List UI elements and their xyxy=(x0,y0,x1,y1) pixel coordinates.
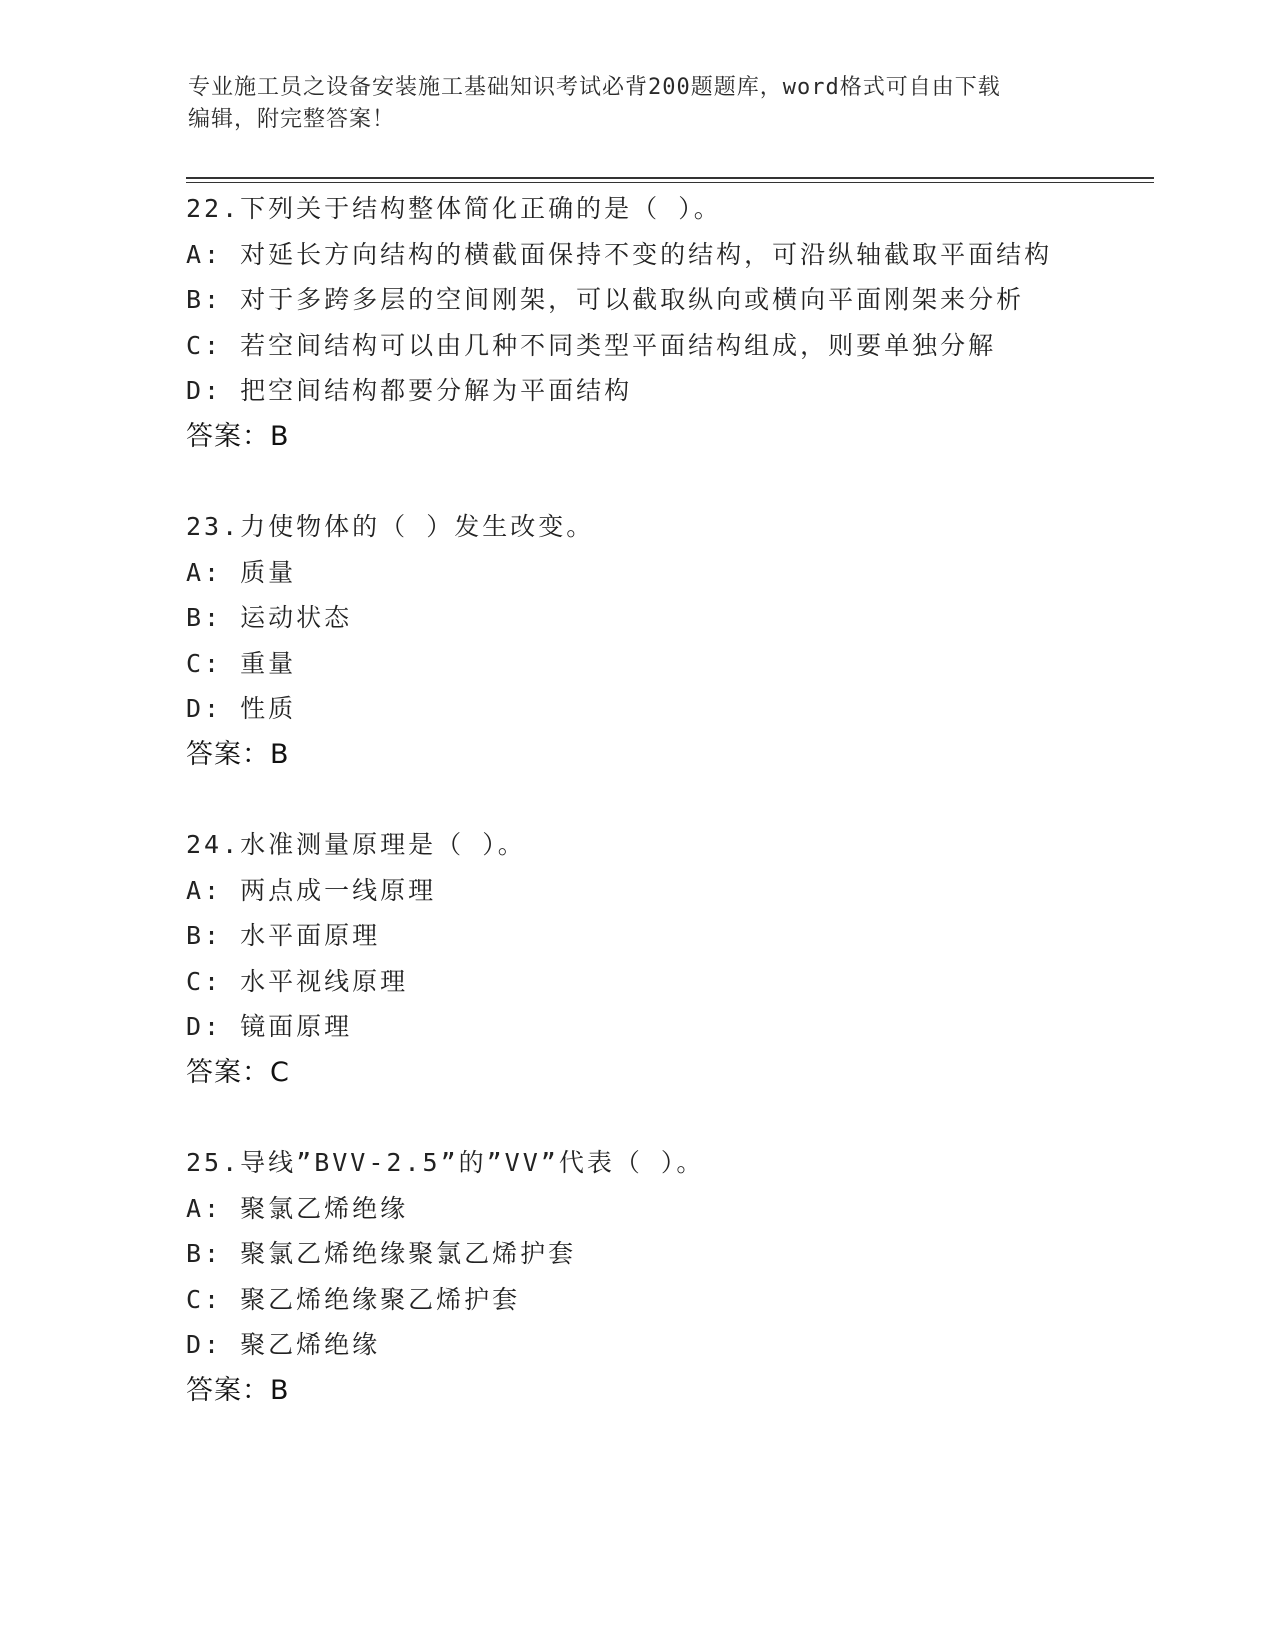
option-c: C: 若空间结构可以由几种不同类型平面结构组成，则要单独分解 xyxy=(186,330,997,360)
header-divider xyxy=(186,177,1154,183)
option-a: A: 对延长方向结构的横截面保持不变的结构，可沿纵轴截取平面结构 xyxy=(186,239,1053,269)
document-header xyxy=(188,72,1068,136)
option-b: B: 运动状态 xyxy=(186,603,353,632)
question-23 xyxy=(186,504,1146,777)
option-b: B: 聚氯乙烯绝缘聚氯乙烯护套 xyxy=(186,1239,577,1268)
option-c: C: 重量 xyxy=(186,648,297,678)
question-25 xyxy=(186,1140,1146,1413)
answer-line: 答案：B xyxy=(186,1374,290,1406)
option-a: A: 聚氯乙烯绝缘 xyxy=(186,1193,409,1223)
option-b: B: 水平面原理 xyxy=(186,921,381,950)
option-c: C: 聚乙烯绝缘聚乙烯护套 xyxy=(186,1284,521,1314)
option-d: D: 性质 xyxy=(186,694,297,723)
question-list xyxy=(186,186,1146,1413)
option-b: B: 对于多跨多层的空间刚架，可以截取纵向或横向平面刚架来分析 xyxy=(186,285,1025,314)
option-d: D: 聚乙烯绝缘 xyxy=(186,1330,381,1359)
question-stem: 24.水准测量原理是（ ）。 xyxy=(186,830,526,859)
answer-line: 答案：B xyxy=(186,738,290,770)
answer-line: 答案：C xyxy=(186,1056,290,1088)
option-c: C: 水平视线原理 xyxy=(186,966,409,996)
answer-line: 答案：B xyxy=(186,420,290,452)
header-line-2: 编辑，附完整答案！ xyxy=(188,107,396,132)
question-stem: 22.下列关于结构整体简化正确的是（ ）。 xyxy=(186,194,722,223)
option-a: A: 两点成一线原理 xyxy=(186,875,437,905)
option-d: D: 镜面原理 xyxy=(186,1012,353,1041)
question-stem: 25.导线”BVV-2.5”的”VV”代表（ ）。 xyxy=(186,1148,705,1177)
question-24 xyxy=(186,822,1146,1095)
question-22 xyxy=(186,186,1146,459)
option-a: A: 质量 xyxy=(186,557,297,587)
question-stem: 23.力使物体的（ ）发生改变。 xyxy=(186,512,595,541)
option-d: D: 把空间结构都要分解为平面结构 xyxy=(186,376,633,405)
header-line-1: 专业施工员之设备安装施工基础知识考试必背200题题库，word格式可自由下载 xyxy=(188,75,1001,100)
